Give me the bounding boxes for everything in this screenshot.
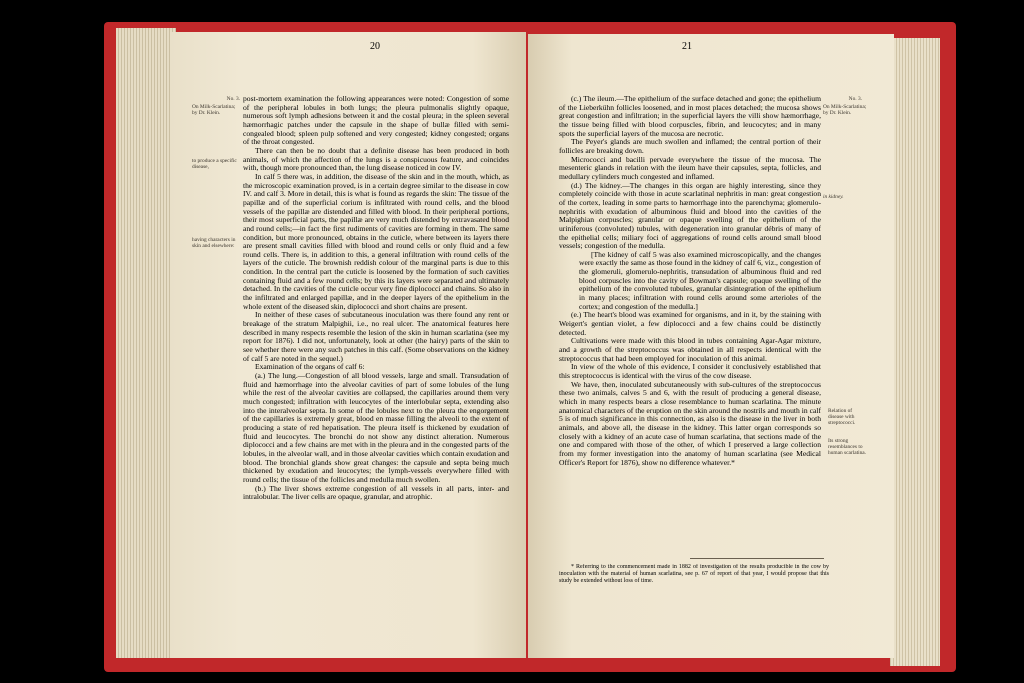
side-note: Its strong resemblances to human scarlatina. xyxy=(828,438,867,457)
footnote-rule xyxy=(690,558,824,559)
side-note: to produce a specific disease, xyxy=(192,158,237,171)
paragraph: We have, then, inoculated subcutaneously with sub-cultures of the streptococcus these two animals, calves 5 and 6, with the result of producing a general disease, which in many respects bears a close resemblance to human scarlatina. The minute anatomical characters of the eruption on the skin around the nostrils and mouth in calf 5 is of much significance in this connection, as also is the disease in the liver in both animals, and above all, the disease in the kidney. This latter organ corresponds so closely with a kidney of an acute case of human scarlatina, that sections made of the one and compared with those of the other, of which I preserved a large collection from my former investigation into the anatomy of human scarlatina (see Medical Officer's Report for 1876), show no difference whatever.* xyxy=(559,379,821,467)
paragraph: Examination of the organs of calf 6: xyxy=(255,362,365,372)
paragraph: (e.) The heart's blood was examined for organisms, and in it, by the staining with Weigert's gentian violet, a few diplococci and a few chains could be distinctly detected. xyxy=(559,310,821,337)
paragraph: The Peyer's glands are much swollen and inflamed; the central portion of their follicles are breaking down. xyxy=(559,137,821,155)
side-note: No. 3. xyxy=(848,96,862,102)
paragraph: post-mortem examination the following appearances were noted: Congestion of some of the peripheral lobules in both lungs; the pleura pulmonalis slightly opaque, numerous soft lymph adhesions between it and the costal pleura; in the spleen several hæmorrhagic patches under the capsule in the shape of bullæ filled with semi-congealed blood; spleen pulp softened and very congested; kidney congested; organs of the throat congested. xyxy=(243,95,509,147)
footnote-text: * Referring to the commencement made in 1882 of investigation of the results producible in the cow by inoculation with the material of human scarlatina, see p. 67 of report of that year, I would propose that this study be extended without loss of time. xyxy=(559,564,829,584)
paragraph: (b.) The liver shows extreme congestion of all vessels in all parts, inter- and intralobular. The liver cells are opaque, granular, and atrophic. xyxy=(243,483,509,502)
side-note: Relation of disease with streptococci. xyxy=(828,408,856,427)
footnote xyxy=(559,564,829,600)
paragraph: Micrococci and bacilli pervade everywhere the tissue of the mucosa. The mesenteric glands in relation with the ileum have their capsules, septa, follicles, and medullary cylinders much congested and inflamed. xyxy=(559,154,821,181)
paragraph: Cultivations were made with this blood in tubes containing Agar-Agar mixture, and a growth of the streptococcus was obtained in all respects identical with the streptococcus that had been employed for inoculation of this animal. xyxy=(559,336,821,363)
paragraph: (d.) The kidney.—The changes in this organ are highly interesting, since they completely coincide with those in acute scarlatinal nephritis in man: great congestion of the cortex, leading in some parts to hæmorrhage into the parenchyma; glomerulo-nephritis with exudation of albuminous fluid and blood into the cavities of the Malpighian corpuscles; granular or opaque swelling of the epithelium of the uriniferous (convoluted) tubules, with degeneration into granular débris of many of the epithelial cells; miliary foci of aggregations of round cells around small blood vessels; congestion of the medulla. xyxy=(559,180,821,251)
paragraph: [The kidney of calf 5 was also examined microscopically, and the changes were exactly the same as those found in the kidney of calf 6, viz., congestion of the glomeruli, glomerulo-nephritis, transudation of albuminous fluid and red blood corpuscles into the cavity of Bowman's capsule; opaque swelling of the epithelium of the convoluted tubules, granular disintegration of the epithelium in many places; infiltration with round cells around some arterioles of the cortex; and congestion of the medulla.] xyxy=(579,249,821,311)
paragraph: In calf 5 there was, in addition, the disease of the skin and in the mouth, which, as the microscopic examination proved, is in a certain degree similar to the disease in cow IV. and calf 3. More in detail, this is what is found as regards the skin: The tissue of the papillæ and of the superficial corium is infiltrated with round cells, and the blood vessels of the papillæ are distended and filled with blood. In their peripheral portions, their most superficial parts, the papillæ are very much distended by extravasated blood and round cells;—in fact the first rudiments of cavities are forming in them. The same condition, but more pronounced, obtains in the cuticle, where between its layers there are present small cavities filled with blood and round cells or only fluid and a few round cells. There is, in addition to this, a general infiltration with round cells of the layers of the cuticle. The brownish reddish colour of the marginal parts is due to this condition. In the central part the cuticle is loosened by the formation of such cavities containing fluid and a few round cells; by this its layers were separated and ultimately detached. In the cavities of the cuticle occur very fine diplococci and chains. So also in the infiltrated and enlarged papillæ, and in the deeper layers of the epithelium in the whole extent of the diseased skin, diplococci and short chains are present. xyxy=(243,171,509,311)
page-number-left: 20 xyxy=(370,41,380,52)
side-note: On Milk-Scarlatina; by Dr. Klein. xyxy=(823,104,867,117)
paragraph: In neither of these cases of subcutaneous inoculation was there found any rent or breakage of the stratum Malpighii, i.e., no real ulcer. The anatomical features here described in many respects resemble the lesion of the skin in human scarlatina (see my report for 1876). I did not, unfortunately, look at other (the hairy) parts of the skin to see whether there were any such patches in this calf. (Some observations on the kidney of calf 5 are noted in the sequel.) xyxy=(243,310,509,363)
left-page-edges xyxy=(116,28,176,658)
paragraph: There can then be no doubt that a definite disease has been produced in both animals, of which the affection of the lungs is a conspicuous feature, and coincides with, though more pronounced than, the lung disease noticed in cow IV. xyxy=(243,145,509,173)
right-page-edges xyxy=(890,38,940,666)
paragraph: (a.) The lung.—Congestion of all blood vessels, large and small. Transudation of fluid and hæmorrhage into the alveolar cavities of part of some lobules of the lung while the rest of the alveolar cavities are collapsed, the capillaries around them very much congested; infiltration with leucocytes of the interlobular septa, extending also into the interalveolar septa. In some of the lobules next to the pleura the engorgement of the capillaries is extremely great, blood en masse filling the alveoli to the extent of producing a state of red hepatisation. The pleura itself is thickened by exudation of fluid and leucocytes. The bronchi do not show any distinct alteration. Numerous diplococci and a few chains are met with in the pleura and in the congested parts of the lobules, in the alveolar wall, and in those alveolar cavities which contain exudation and blood. The bronchial glands show great changes: the capsule and septa being much thickened by exudation and leucocytes; the lymph-vessels everywhere filled with round cells; the tissue of the follicles and medulla much swollen. xyxy=(243,371,509,484)
right-page-body xyxy=(559,95,821,555)
paragraph: (c.) The ileum.—The epithelium of the surface detached and gone; the epithelium of the Lieberkühn follicles loosened, and in most places detached; the mucosa shows great congestion and infiltration; in the superficial layers the villi show hæmorrhage, the tissue being filled with blood corpuscles, fibrin, and leucocytes; and in many spots the superficial layers of the mucosa are necrotic. xyxy=(559,95,821,138)
side-note: On Milk-Scarlatina; by Dr. Klein. xyxy=(192,104,236,117)
page-number-right: 21 xyxy=(682,41,692,52)
paragraph: In view of the whole of this evidence, I consider it conclusively established that this streptococcus is identical with the virus of the cow disease. xyxy=(559,362,821,380)
side-note: having characters in skin and elsewhere: xyxy=(192,237,236,250)
left-page-body xyxy=(243,95,509,610)
side-note: in kidney. xyxy=(823,194,844,200)
side-note: No. 3. xyxy=(226,96,240,102)
